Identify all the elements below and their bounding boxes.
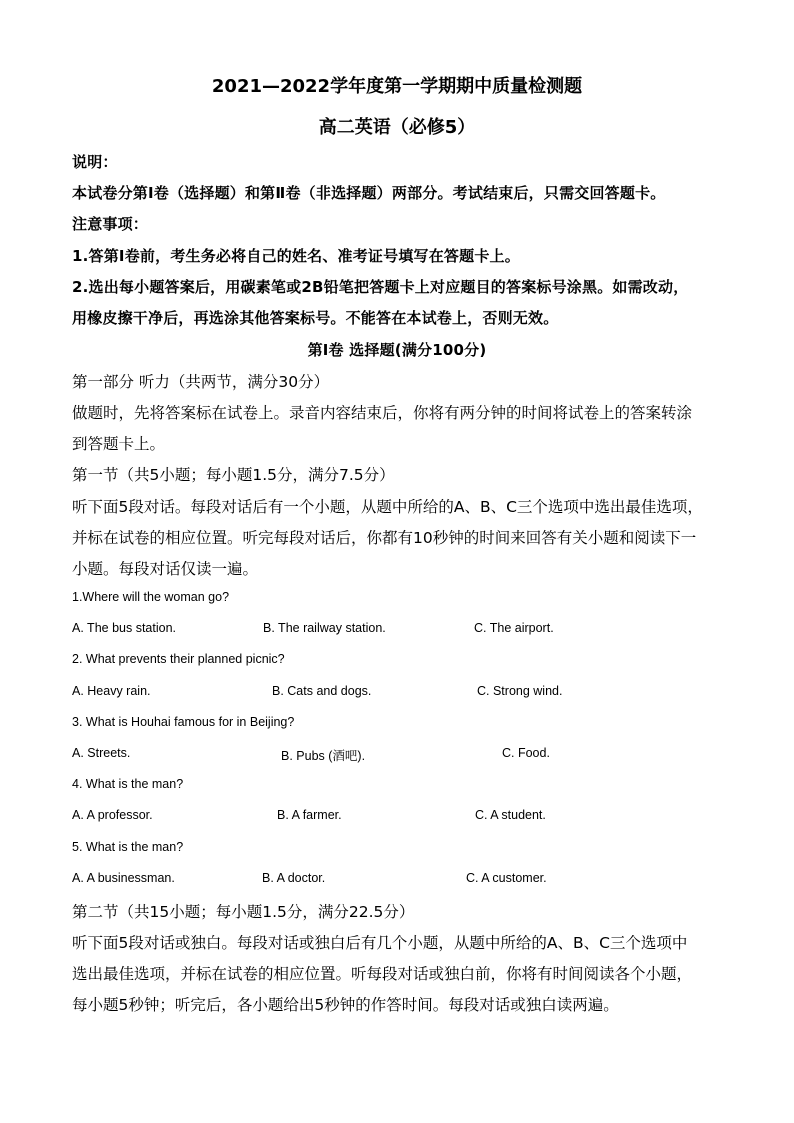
question-1-option-a: A. The bus station. xyxy=(72,621,176,635)
instructions-line: 本试卷分第Ⅰ卷（选择题）和第Ⅱ卷（非选择题）两部分。考试结束后，只需交回答题卡。 xyxy=(72,184,666,202)
question-4-option-b: B. A farmer. xyxy=(277,808,342,822)
listening-section-title: 第一部分 听力（共两节，满分30分） xyxy=(72,373,330,391)
instructions-label: 说明： xyxy=(72,153,118,171)
note-2-line-1: 2.选出每小题答案后，用碳素笔或2B铅笔把答题卡上对应题目的答案标号涂黑。如需改动， xyxy=(72,278,689,296)
question-4: 4. What is the man? xyxy=(72,777,184,791)
question-3-option-a: A. Streets. xyxy=(72,746,131,760)
section1-line-2: 并标在试卷的相应位置。听完每段对话后，你都有10秒钟的时间来回答有关小题和阅读下一 xyxy=(72,529,697,547)
question-2-option-b: B. Cats and dogs. xyxy=(272,684,372,698)
section2-title: 第二节（共15小题；每小题1.5分，满分22.5分） xyxy=(72,903,415,921)
question-3: 3. What is Houhai famous for in Beijing? xyxy=(72,715,295,729)
listening-intro-line-2: 到答题卡上。 xyxy=(72,435,166,453)
note-2-line-2: 用橡皮擦干净后，再选涂其他答案标号。不能答在本试卷上，否则无效。 xyxy=(72,309,559,327)
section2-line-2: 选出最佳选项，并标在试卷的相应位置。听每段对话或独白前，你将有时间阅读各个小题， xyxy=(72,965,693,983)
question-2-option-c: C. Strong wind. xyxy=(477,684,563,698)
section1-title: 第一节（共5小题；每小题1.5分，满分7.5分） xyxy=(72,466,395,484)
question-5-option-a: A. A businessman. xyxy=(72,871,175,885)
section2-line-1: 听下面5段对话或独白。每段对话或独白后有几个小题，从题中所给的A、B、C三个选项中 xyxy=(72,934,688,952)
question-4-option-a: A. A professor. xyxy=(72,808,153,822)
section2-line-3: 每小题5秒钟；听完后，各小题给出5秒钟的作答时间。每段对话或独白读两遍。 xyxy=(72,996,619,1014)
question-2-option-a: A. Heavy rain. xyxy=(72,684,151,698)
section1-line-1: 听下面5段对话。每段对话后有一个小题，从题中所给的A、B、C三个选项中选出最佳选项， xyxy=(72,498,703,516)
question-5: 5. What is the man? xyxy=(72,840,184,854)
exam-subtitle: 高二英语（必修5） xyxy=(318,117,476,138)
question-1: 1.Where will the woman go? xyxy=(72,590,230,604)
question-4-option-c: C. A student. xyxy=(475,808,546,822)
exam-title: 2021—2022学年度第一学期期中质量检测题 xyxy=(211,76,583,97)
question-2: 2. What prevents their planned picnic? xyxy=(72,652,285,666)
question-5-option-c: C. A customer. xyxy=(466,871,547,885)
note-1: 1.答第Ⅰ卷前，考生务必将自己的姓名、准考证号填写在答题卡上。 xyxy=(72,247,520,265)
question-1-option-b: B. The railway station. xyxy=(263,621,386,635)
listening-intro-line-1: 做题时，先将答案标在试卷上。录音内容结束后，你将有两分钟的时间将试卷上的答案转涂 xyxy=(72,404,693,422)
part1-heading: 第Ⅰ卷 选择题(满分100分) xyxy=(307,341,487,359)
question-3-option-b: B. Pubs (酒吧). xyxy=(281,749,366,763)
question-3-option-c: C. Food. xyxy=(502,746,550,760)
question-1-option-c: C. The airport. xyxy=(474,621,554,635)
section1-line-3: 小题。每段对话仅读一遍。 xyxy=(72,560,259,578)
notes-label: 注意事项： xyxy=(72,215,149,233)
question-5-option-b: B. A doctor. xyxy=(262,871,326,885)
